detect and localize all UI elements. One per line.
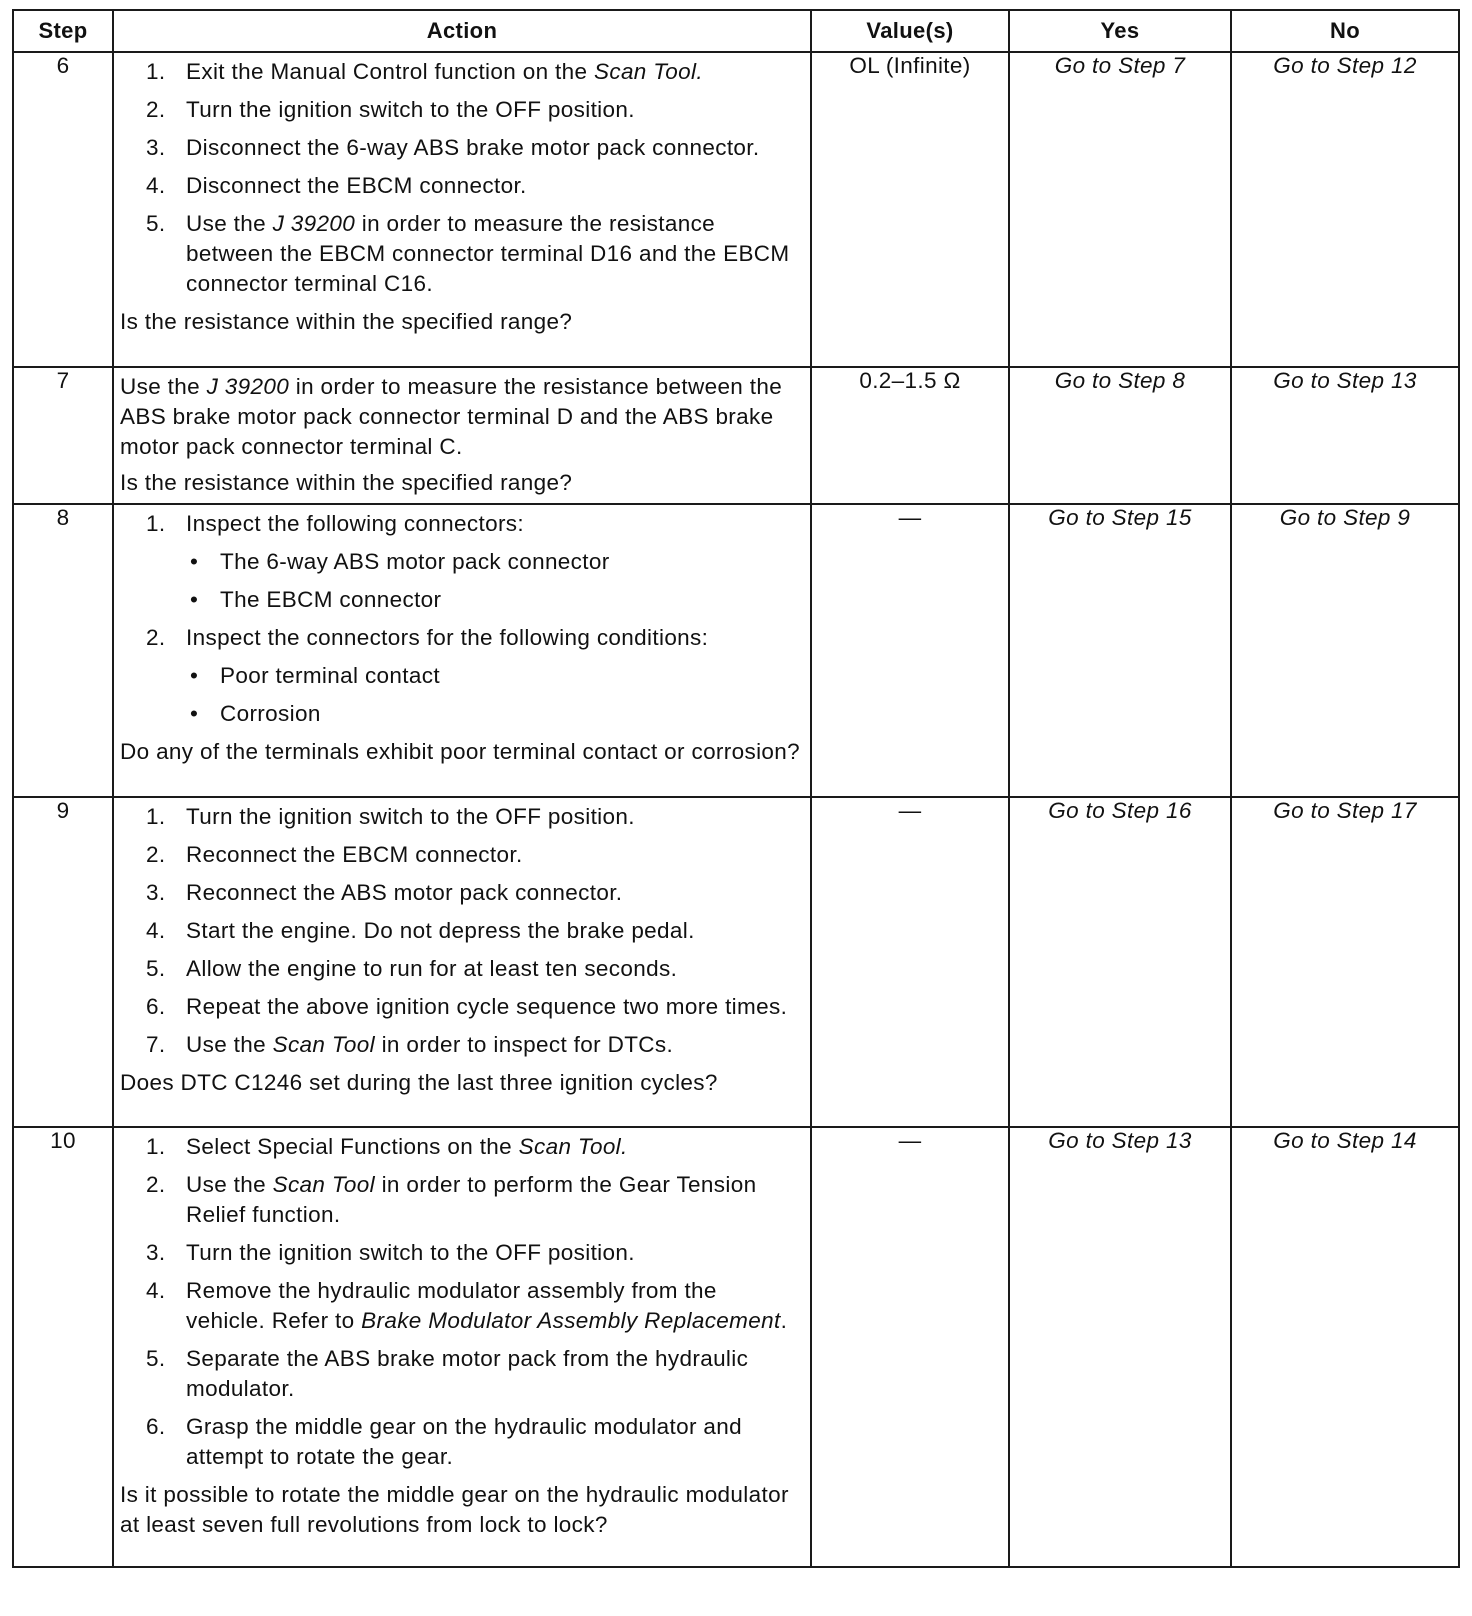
bullet-icon: • [190, 549, 199, 574]
list-item: 3. Turn the ignition switch to the OFF position. [146, 1240, 635, 1265]
bullet-item: • Poor terminal contact [186, 661, 800, 691]
action-cell [113, 504, 811, 797]
bullet-list [186, 547, 800, 615]
step-number: 8 [13, 504, 113, 797]
value-cell: 0.2–1.5 Ω [811, 367, 1009, 504]
action-cell [113, 52, 811, 367]
header-step: Step [13, 10, 113, 52]
list-item: 2. Turn the ignition switch to the OFF position. [146, 97, 635, 122]
header-no: No [1231, 10, 1459, 52]
bullet-item: • The EBCM connector [186, 585, 800, 615]
list-item: 5. Use the J 39200 in order to measure the resistance between the EBCM connector terminal D16 and the EBCM connector terminal C16. [146, 211, 790, 296]
yes-link[interactable]: Go to Step 8 [1009, 367, 1231, 504]
list-item: 3. Disconnect the 6-way ABS brake motor pack connector. [146, 135, 760, 160]
diagnostic-table [12, 9, 1460, 1568]
yes-link[interactable]: Go to Step 7 [1009, 52, 1231, 367]
list-item: 2. Reconnect the EBCM connector. [146, 842, 523, 867]
list-item: 6. Repeat the above ignition cycle sequence two more times. [146, 994, 788, 1019]
list-item: 1. Inspect the following connectors: • The 6-way ABS motor pack connector • The EBCM connector [120, 509, 800, 615]
table-row-step-6 [13, 52, 1459, 367]
list-item: 1. Exit the Manual Control function on the Scan Tool. [146, 59, 703, 84]
action-cell [113, 1127, 811, 1567]
header-values: Value(s) [811, 10, 1009, 52]
action-list [120, 802, 800, 1060]
table-row-step-10 [13, 1127, 1459, 1567]
list-item: 6. Grasp the middle gear on the hydraulic modulator and attempt to rotate the gear. [146, 1414, 743, 1469]
question-text: Is the resistance within the specified range? [120, 470, 573, 495]
bullet-icon: • [190, 701, 199, 726]
no-link[interactable]: Go to Step 17 [1231, 797, 1459, 1127]
value-cell: — [811, 1127, 1009, 1567]
table-row-step-7 [13, 367, 1459, 504]
action-text: Use the J 39200 in order to measure the resistance between the ABS brake motor pack connector terminal D and the ABS brake motor pack connector terminal C. [120, 374, 783, 459]
value-cell: — [811, 797, 1009, 1127]
step-number: 7 [13, 367, 113, 504]
question-text: Is the resistance within the specified range? [120, 309, 573, 334]
list-item: 4. Disconnect the EBCM connector. [146, 173, 527, 198]
diagnostic-table-page [12, 9, 1458, 1568]
step-number: 9 [13, 797, 113, 1127]
action-list [120, 1132, 800, 1472]
yes-link[interactable]: Go to Step 13 [1009, 1127, 1231, 1567]
action-list [120, 509, 800, 729]
action-cell [113, 797, 811, 1127]
question-text: Do any of the terminals exhibit poor terminal contact or corrosion? [120, 739, 801, 764]
no-link[interactable]: Go to Step 14 [1231, 1127, 1459, 1567]
header-yes: Yes [1009, 10, 1231, 52]
bullet-icon: • [190, 663, 199, 688]
value-cell: OL (Infinite) [811, 52, 1009, 367]
list-item: 7. Use the Scan Tool in order to inspect for DTCs. [146, 1032, 674, 1057]
list-item: 2. Use the Scan Tool in order to perform the Gear Tension Relief function. [146, 1172, 757, 1227]
step-number: 10 [13, 1127, 113, 1567]
list-item: 4. Start the engine. Do not depress the brake pedal. [146, 918, 695, 943]
list-item: 1. Turn the ignition switch to the OFF position. [146, 804, 635, 829]
bullet-icon: • [190, 587, 199, 612]
yes-link[interactable]: Go to Step 16 [1009, 797, 1231, 1127]
list-item: 5. Allow the engine to run for at least ten seconds. [146, 956, 678, 981]
bullet-item: • Corrosion [186, 699, 800, 729]
action-list [120, 57, 800, 299]
yes-link[interactable]: Go to Step 15 [1009, 504, 1231, 797]
list-item: 3. Reconnect the ABS motor pack connector. [146, 880, 623, 905]
question-text: Is it possible to rotate the middle gear on the hydraulic modulator at least seven full revolutions from lock to lock? [120, 1482, 789, 1537]
list-item: 2. Inspect the connectors for the following conditions: • Poor terminal contact • Corrosion [120, 623, 800, 729]
no-link[interactable]: Go to Step 12 [1231, 52, 1459, 367]
list-item: 5. Separate the ABS brake motor pack from the hydraulic modulator. [146, 1346, 749, 1401]
header-row [13, 10, 1459, 52]
list-item: 4. Remove the hydraulic modulator assembly from the vehicle. Refer to Brake Modulator Assembly Replacement. [146, 1278, 788, 1333]
list-item: 1. Select Special Functions on the Scan Tool. [146, 1134, 628, 1159]
no-link[interactable]: Go to Step 13 [1231, 367, 1459, 504]
table-row-step-9 [13, 797, 1459, 1127]
bullet-list [186, 661, 800, 729]
table-row-step-8 [13, 504, 1459, 797]
question-text: Does DTC C1246 set during the last three ignition cycles? [120, 1070, 718, 1095]
no-link[interactable]: Go to Step 9 [1231, 504, 1459, 797]
bullet-item: • The 6-way ABS motor pack connector [186, 547, 800, 577]
header-action: Action [113, 10, 811, 52]
value-cell: — [811, 504, 1009, 797]
step-number: 6 [13, 52, 113, 367]
action-cell [113, 367, 811, 504]
